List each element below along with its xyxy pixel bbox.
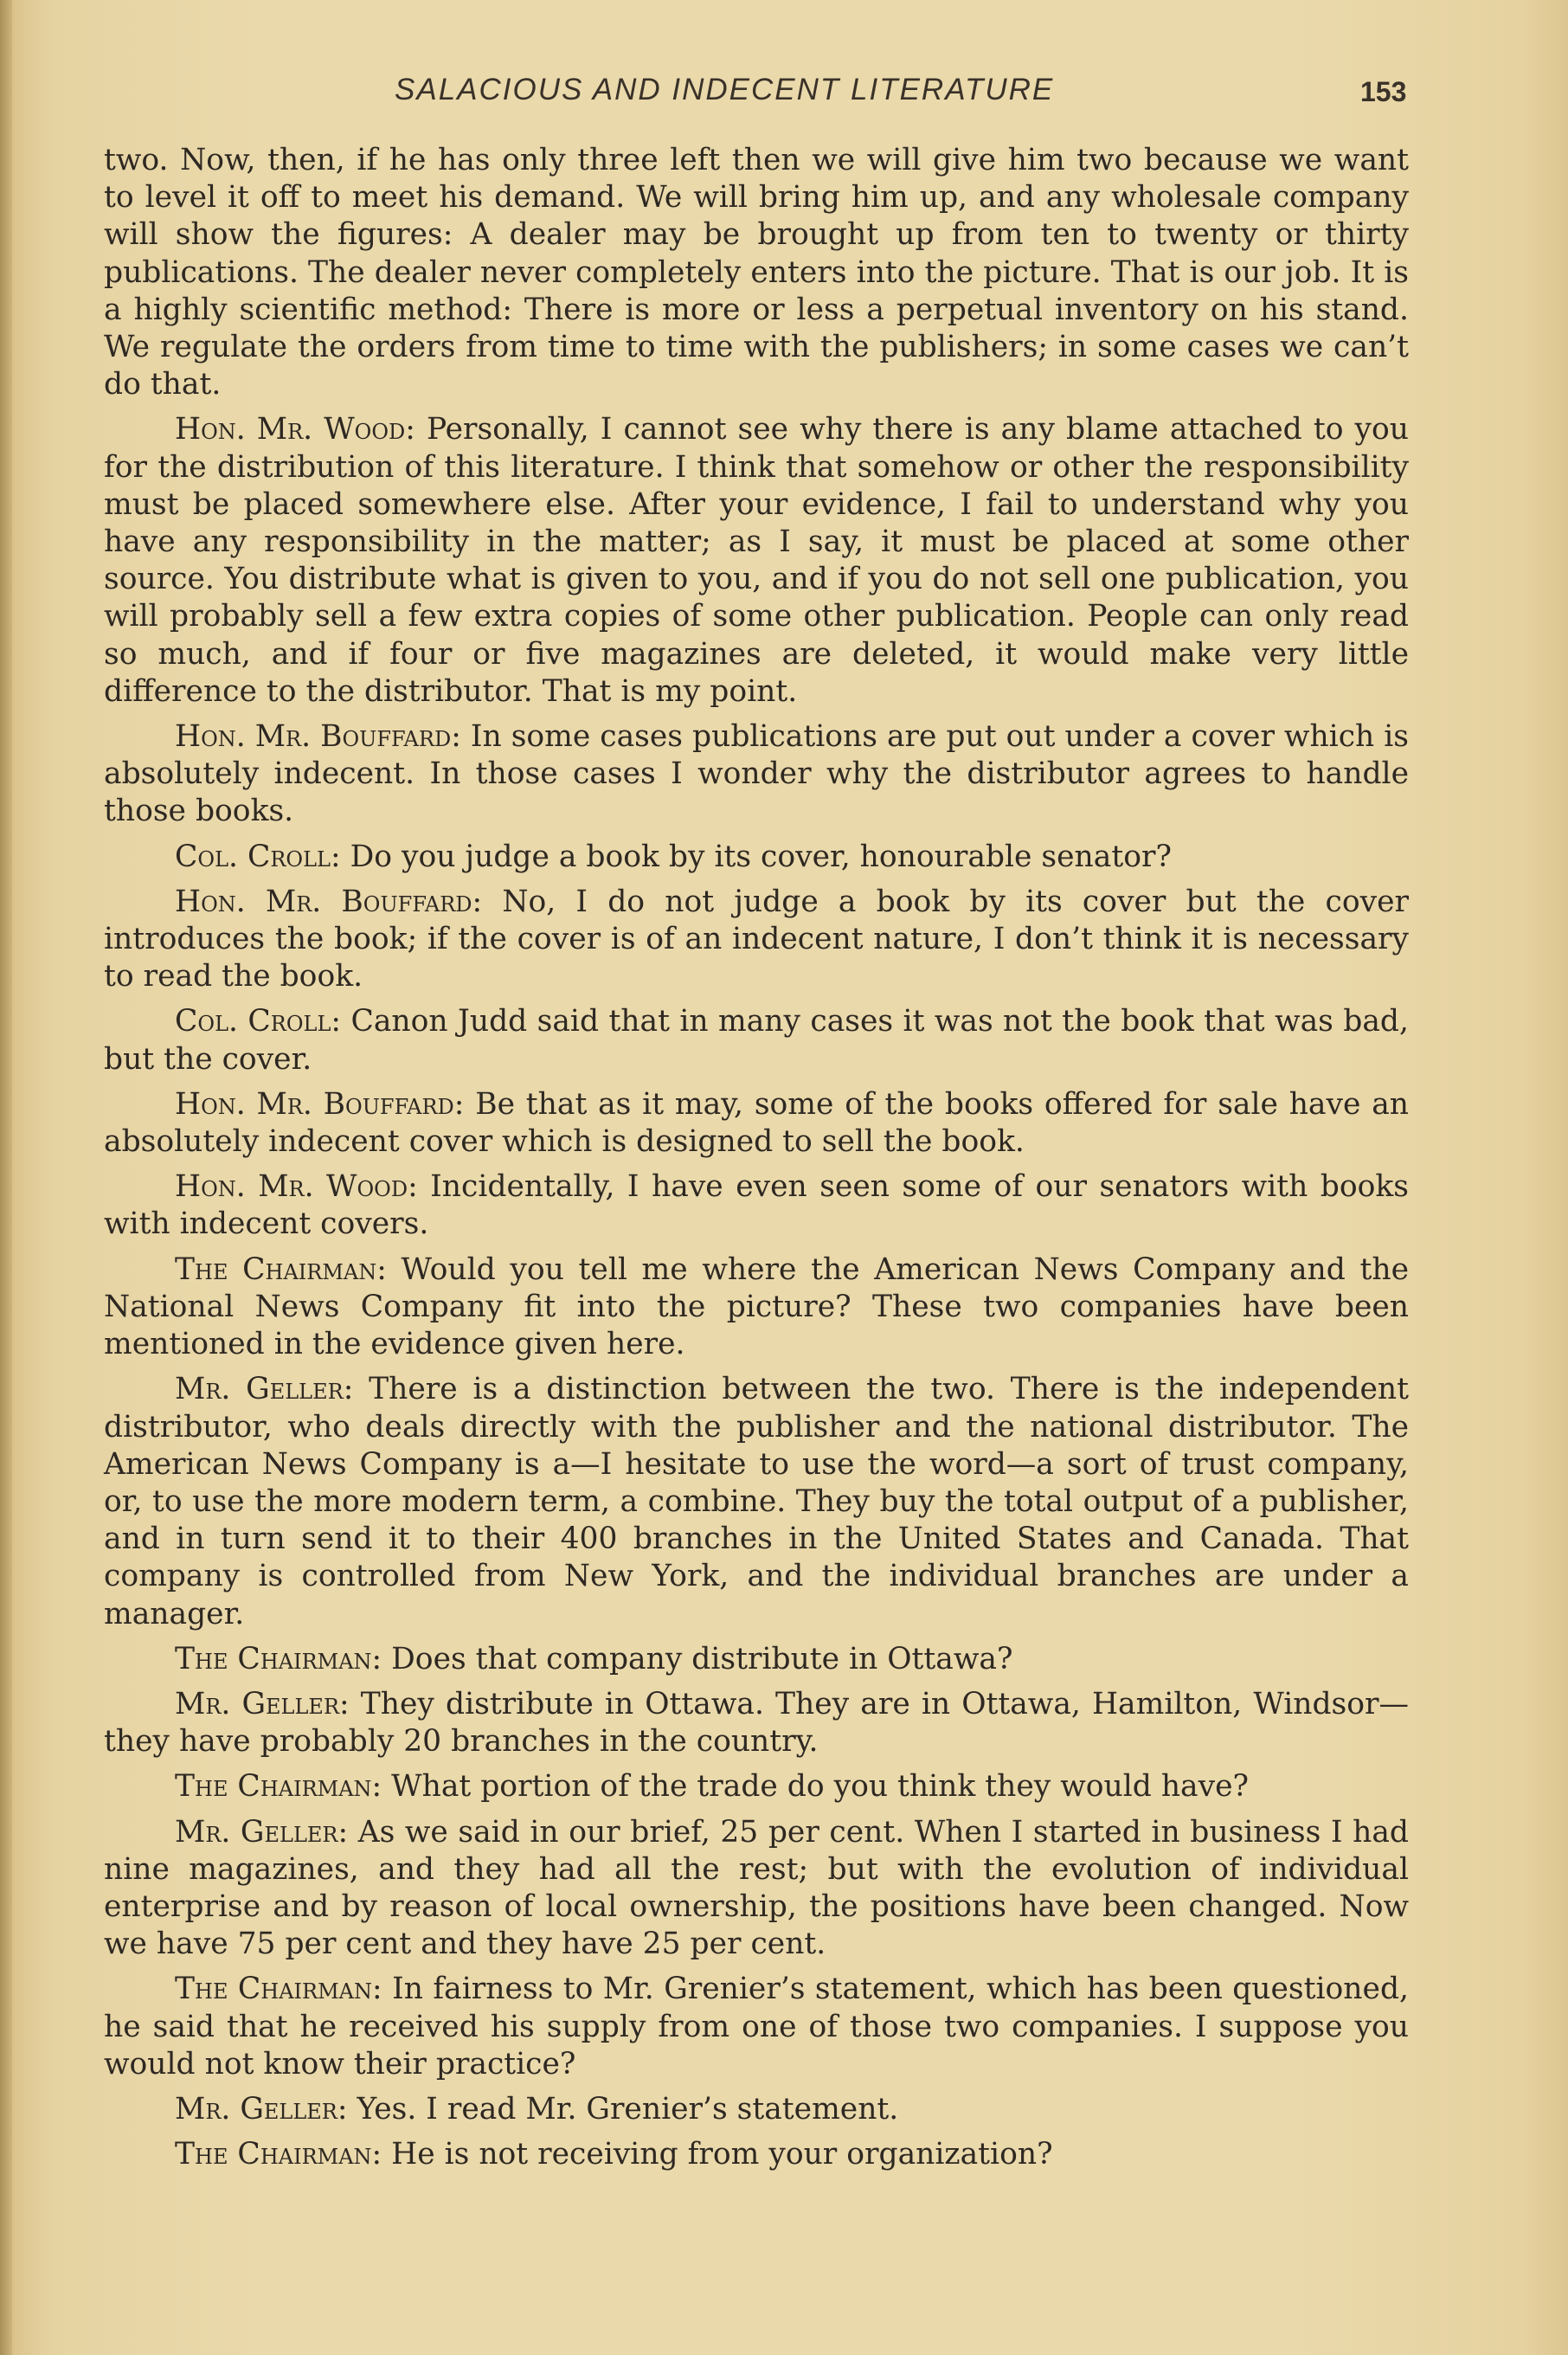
speaker-name: The Chairman: [175,2137,382,2172]
paragraph-text: As we said in our brief, 25 per cent. When I started in business I had nine magazines, and they had all the rest; but with the evolution of individual enterprise and by reason of local ownership, the positions have been changed. Now we have 75 per cent and they have 25 per cent. [104,1814,1409,1962]
paragraph-text: In fairness to Mr. Grenier’s statement, which has been questioned, he said that he received his supply from one of those two companies. I suppose you would not know their practice? [104,1972,1409,2082]
page-binding-edge [0,0,12,2355]
paragraph-text: No, I do not judge a book by its cover but the cover introduces the book; if the cover is of an indecent nature, I don’t think it is necessary to read the book. [104,884,1410,994]
paragraph [104,1168,1409,1243]
paragraph [104,1686,1409,1760]
paragraph [104,1086,1409,1161]
speaker-name: Col. Croll: [175,1004,342,1039]
paragraph [104,1641,1409,1678]
paragraph [104,839,1409,876]
paragraph [104,2091,1409,2128]
paragraph [104,1814,1409,1964]
paragraph [104,1371,1409,1632]
running-title: SALACIOUS AND INDECENT LITERATURE [395,73,1055,106]
transcript-body [104,142,1409,2181]
speaker-name: The Chairman: [175,1972,382,2007]
speaker-name: Mr. Geller: [175,1814,349,1850]
paragraph [104,1251,1409,1364]
speaker-name: Hon. Mr. Bouffard: [175,719,461,755]
paragraph-text: In some cases publications are put out under a cover which is absolutely indecent. In those cases I wonder why the distributor agrees to handle those books. [104,719,1409,829]
page-header [0,73,1568,116]
speaker-name: The Chairman: [175,1641,382,1676]
paragraph [104,1971,1409,2083]
paragraph-text: Personally, I cannot see why there is any blame attached to you for the distribution of this literature. I think that somehow or other the responsibility must be placed somewhere else. After your evidence, I fail to understand why you have any responsibility in the matter; as I say, it must be placed at some other source. You distribute what is given to you, and if you do not sell one publication, you will probably sell a few extra copies of some other publication. People can only read so much, and if four or five magazines are deleted, it would make very little difference to the distributor. That is my point. [104,412,1409,709]
paragraph-text: two. Now, then, if he has only three left then we will give him two because we want to level it off to meet his demand. We will bring him up, and any wholesale company will show the figures: A dealer may be brought up from ten to twenty or thirty publications. The dealer never completely enters into the picture. That is our job. It is a highly scientific method: There is more or less a perpetual inventory on his stand. We regulate the orders from time to time with the publishers; in some cases we can’t do that. [104,143,1409,402]
paragraph-text: He is not receiving from your organization? [391,2137,1053,2172]
paragraph [104,2136,1409,2173]
paragraph-text: There is a distinction between the two. There is the independent distributor, who deals directly with the publisher and the national distributor. The American News Company is a—I hesitate to use the word—a sort of trust company, or, to use the more modern term, a combine. They buy the total output of a publisher, and in turn send it to their 400 branches in the United States and Canada. That company is controlled from New York, and the individual branches are under a manager. [104,1372,1410,1631]
paragraph-text: What portion of the trade do you think they would have? [391,1769,1250,1805]
paragraph-text: Would you tell me where the American News Company and the National News Company fit into the picture? These two companies have been mentioned in the evidence given here. [104,1251,1410,1362]
speaker-name: Mr. Geller: [175,1686,350,1721]
speaker-name: Hon. Mr. Bouffard: [175,1086,465,1122]
paragraph-text: They distribute in Ottawa. They are in Ottawa, Hamilton, Windsor—they have probably 20 branches in the country. [104,1686,1409,1760]
speaker-name: Mr. Geller: [175,2091,348,2127]
paragraph-text: Do you judge a book by its cover, honourable senator? [350,839,1172,874]
paragraph [104,1768,1409,1805]
speaker-name: Mr. Geller: [175,1372,354,1407]
paragraph-text: Be that as it may, some of the books offered for sale have an absolutely indecent cover which is designed to sell the book. [104,1086,1409,1160]
speaker-name: The Chairman: [175,1769,382,1805]
paragraph [104,718,1409,831]
speaker-name: The Chairman: [175,1251,387,1287]
speaker-name: Hon. Mr. Wood: [175,1169,418,1205]
paragraph-text: Does that company distribute in Ottawa? [391,1641,1013,1676]
speaker-name: Hon. Mr. Bouffard: [175,884,483,919]
paragraph-text: Incidentally, I have even seen some of our senators with books with indecent covers. [104,1169,1409,1242]
speaker-name: Col. Croll: [175,839,341,874]
paragraph-text: Yes. I read Mr. Grenier’s statement. [357,2091,899,2127]
paragraph [104,142,1409,403]
paragraph [104,1003,1409,1078]
speaker-name: Hon. Mr. Wood: [175,412,415,447]
paragraph [104,411,1409,711]
page-number: 153 [1360,76,1407,107]
paragraph-text: Canon Judd said that in many cases it was not the book that was bad, but the cover. [104,1004,1409,1077]
paragraph [104,884,1409,996]
